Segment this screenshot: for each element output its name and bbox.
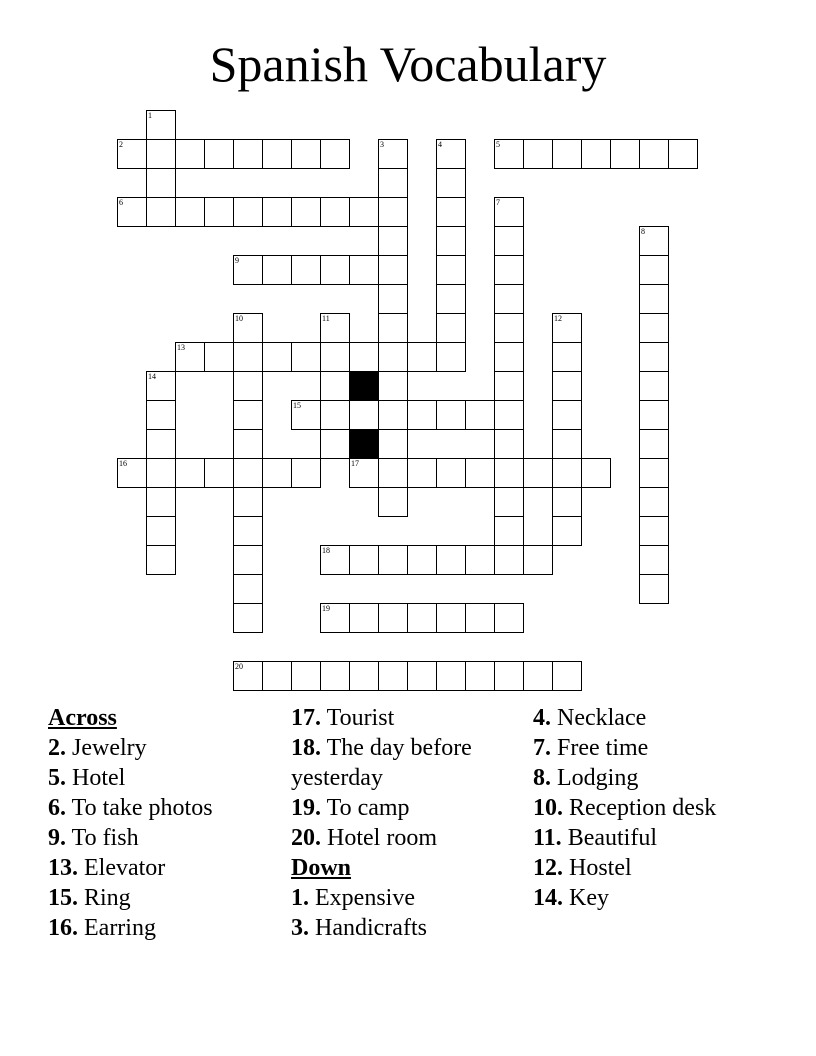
clue-number-label: 15. <box>48 885 78 911</box>
grid-cell[interactable] <box>465 400 495 430</box>
grid-cell[interactable] <box>552 342 582 372</box>
grid-cell[interactable] <box>349 661 379 691</box>
clue-item <box>48 853 278 883</box>
clue-text: To camp <box>326 795 410 821</box>
clue-item <box>533 883 763 913</box>
grid-cell[interactable] <box>378 545 408 575</box>
grid-cell[interactable] <box>146 400 176 430</box>
grid-cell[interactable] <box>639 545 669 575</box>
clue-number-label: 12. <box>533 855 563 881</box>
clue-text: Hotel <box>72 765 126 791</box>
grid-cell[interactable] <box>436 313 466 343</box>
grid-cell[interactable] <box>552 429 582 459</box>
grid-cell[interactable] <box>494 284 524 314</box>
grid-cell[interactable] <box>291 342 321 372</box>
grid-cell[interactable] <box>233 661 263 691</box>
clue-text: Free time <box>557 735 649 761</box>
clue-text: Hostel <box>569 855 632 881</box>
grid-cell[interactable] <box>146 516 176 546</box>
grid-cell[interactable] <box>436 545 466 575</box>
clue-text: Elevator <box>84 855 166 881</box>
grid-cell[interactable] <box>320 371 350 401</box>
grid-cell[interactable] <box>233 574 263 604</box>
clue-text: Reception desk <box>569 795 717 821</box>
grid-cell[interactable] <box>465 458 495 488</box>
grid-cell[interactable] <box>117 458 147 488</box>
clue-number-label: 13. <box>48 855 78 881</box>
clue-text: Necklace <box>557 705 647 731</box>
clue-text: Handicrafts <box>315 915 427 941</box>
grid-cell[interactable] <box>407 342 437 372</box>
clue-item <box>291 703 521 733</box>
grid-cell[interactable] <box>378 139 408 169</box>
grid-cell[interactable] <box>204 342 234 372</box>
clue-item <box>48 823 278 853</box>
clue-item <box>533 703 763 733</box>
grid-cell[interactable] <box>233 342 263 372</box>
grid-cell[interactable] <box>523 661 553 691</box>
grid-cell[interactable] <box>204 458 234 488</box>
grid-cell[interactable] <box>175 197 205 227</box>
grid-cell[interactable] <box>146 458 176 488</box>
clue-text: Hotel room <box>327 825 437 851</box>
grid-cell[interactable] <box>233 429 263 459</box>
grid-cell[interactable] <box>349 342 379 372</box>
grid-cell[interactable] <box>320 342 350 372</box>
grid-cell[interactable] <box>436 400 466 430</box>
clue-number-label: 6. <box>48 795 66 821</box>
clue-number: 12 <box>554 314 562 323</box>
grid-cell[interactable] <box>291 458 321 488</box>
grid-cell[interactable] <box>349 197 379 227</box>
grid-cell[interactable] <box>639 255 669 285</box>
grid-cell[interactable] <box>233 400 263 430</box>
grid-cell[interactable] <box>494 313 524 343</box>
grid-cell[interactable] <box>320 197 350 227</box>
grid-cell[interactable] <box>436 661 466 691</box>
clue-number: 18 <box>322 546 330 555</box>
grid-cell[interactable] <box>262 139 292 169</box>
grid-cell[interactable] <box>233 516 263 546</box>
grid-cell[interactable] <box>320 429 350 459</box>
clue-text: Lodging <box>557 765 639 791</box>
grid-cell[interactable] <box>262 661 292 691</box>
grid-cell[interactable] <box>465 545 495 575</box>
grid-cell[interactable] <box>349 458 379 488</box>
clue-item <box>291 823 521 853</box>
grid-cell[interactable] <box>494 139 524 169</box>
clue-item <box>291 913 521 943</box>
clue-item <box>48 883 278 913</box>
grid-cell[interactable] <box>146 110 176 140</box>
grid-cell[interactable] <box>465 661 495 691</box>
clue-item <box>291 883 521 913</box>
grid-cell[interactable] <box>436 197 466 227</box>
grid-cell[interactable] <box>320 139 350 169</box>
clue-text: Ring <box>84 885 131 911</box>
clue-number-label: 19. <box>291 795 321 821</box>
grid-cell[interactable] <box>523 458 553 488</box>
clue-text: Jewelry <box>72 735 147 761</box>
grid-cell[interactable] <box>436 168 466 198</box>
grid-cell[interactable] <box>204 139 234 169</box>
clue-text: Key <box>569 885 609 911</box>
grid-cell[interactable] <box>146 197 176 227</box>
grid-cell[interactable] <box>494 516 524 546</box>
grid-cell[interactable] <box>291 255 321 285</box>
clue-number-label: 11. <box>533 825 562 851</box>
clues-column-3 <box>533 703 763 913</box>
black-square <box>349 371 379 401</box>
clue-number: 9 <box>235 256 239 265</box>
grid-cell[interactable] <box>494 458 524 488</box>
clue-item <box>533 763 763 793</box>
grid-cell[interactable] <box>378 197 408 227</box>
grid-cell[interactable] <box>494 197 524 227</box>
clue-item <box>533 823 763 853</box>
grid-cell[interactable] <box>494 661 524 691</box>
grid-cell[interactable] <box>639 574 669 604</box>
clue-item <box>48 733 278 763</box>
grid-cell[interactable] <box>233 313 263 343</box>
grid-cell[interactable] <box>407 603 437 633</box>
grid-cell[interactable] <box>436 284 466 314</box>
grid-cell[interactable] <box>233 487 263 517</box>
grid-cell[interactable] <box>204 197 234 227</box>
grid-cell[interactable] <box>581 139 611 169</box>
grid-cell[interactable] <box>494 603 524 633</box>
clue-number: 20 <box>235 662 243 671</box>
grid-cell[interactable] <box>436 342 466 372</box>
grid-cell[interactable] <box>494 545 524 575</box>
grid-cell[interactable] <box>552 371 582 401</box>
grid-cell[interactable] <box>349 255 379 285</box>
grid-cell[interactable] <box>320 661 350 691</box>
grid-cell[interactable] <box>117 197 147 227</box>
clue-item <box>533 853 763 883</box>
clue-text: Expensive <box>315 885 415 911</box>
clue-number-label: 8. <box>533 765 551 791</box>
clue-number-label: 4. <box>533 705 551 731</box>
grid-cell[interactable] <box>639 458 669 488</box>
grid-cell[interactable] <box>233 371 263 401</box>
grid-cell[interactable] <box>494 487 524 517</box>
clue-number: 4 <box>438 140 442 149</box>
clue-number: 7 <box>496 198 500 207</box>
grid-cell[interactable] <box>291 400 321 430</box>
grid-cell[interactable] <box>233 545 263 575</box>
grid-cell[interactable] <box>639 139 669 169</box>
grid-cell[interactable] <box>320 545 350 575</box>
clue-number: 11 <box>322 314 330 323</box>
clue-number: 6 <box>119 198 123 207</box>
grid-cell[interactable] <box>146 487 176 517</box>
grid-cell[interactable] <box>320 255 350 285</box>
grid-cell[interactable] <box>494 371 524 401</box>
clue-number-label: 10. <box>533 795 563 821</box>
grid-cell[interactable] <box>378 284 408 314</box>
grid-cell[interactable] <box>639 400 669 430</box>
grid-cell[interactable] <box>378 342 408 372</box>
clue-number-label: 3. <box>291 915 309 941</box>
grid-cell[interactable] <box>552 458 582 488</box>
clue-number: 8 <box>641 227 645 236</box>
grid-cell[interactable] <box>378 400 408 430</box>
clue-number: 16 <box>119 459 127 468</box>
grid-cell[interactable] <box>494 342 524 372</box>
grid-cell[interactable] <box>378 255 408 285</box>
grid-cell[interactable] <box>407 400 437 430</box>
clue-item <box>48 793 278 823</box>
grid-cell[interactable] <box>639 487 669 517</box>
down-heading: Down <box>291 855 352 881</box>
grid-cell[interactable] <box>494 226 524 256</box>
clue-number: 19 <box>322 604 330 613</box>
grid-cell[interactable] <box>262 255 292 285</box>
grid-cell[interactable] <box>349 400 379 430</box>
clue-number-label: 18. <box>291 735 321 761</box>
clue-number-label: 17. <box>291 705 321 731</box>
clue-text: To take photos <box>71 795 213 821</box>
grid-cell[interactable] <box>349 545 379 575</box>
clue-number-label: 7. <box>533 735 551 761</box>
grid-cell[interactable] <box>378 226 408 256</box>
clue-number-label: 20. <box>291 825 321 851</box>
grid-cell[interactable] <box>552 139 582 169</box>
grid-cell[interactable] <box>146 139 176 169</box>
clue-text: To fish <box>71 825 139 851</box>
grid-cell[interactable] <box>175 139 205 169</box>
grid-cell[interactable] <box>320 313 350 343</box>
grid-cell[interactable] <box>639 371 669 401</box>
clue-item <box>533 733 763 763</box>
grid-cell[interactable] <box>262 197 292 227</box>
clue-number-label: 1. <box>291 885 309 911</box>
grid-cell[interactable] <box>639 226 669 256</box>
across-heading: Across <box>48 705 117 731</box>
grid-cell[interactable] <box>523 139 553 169</box>
grid-cell[interactable] <box>378 429 408 459</box>
grid-cell[interactable] <box>610 139 640 169</box>
clue-item <box>533 793 763 823</box>
grid-cell[interactable] <box>233 255 263 285</box>
grid-cell[interactable] <box>175 342 205 372</box>
grid-cell[interactable] <box>639 342 669 372</box>
grid-cell[interactable] <box>378 661 408 691</box>
grid-cell[interactable] <box>552 516 582 546</box>
grid-cell[interactable] <box>349 603 379 633</box>
grid-cell[interactable] <box>552 487 582 517</box>
grid-cell[interactable] <box>668 139 698 169</box>
grid-cell[interactable] <box>262 342 292 372</box>
clue-number-label: 9. <box>48 825 66 851</box>
grid-cell[interactable] <box>146 168 176 198</box>
grid-cell[interactable] <box>378 313 408 343</box>
clue-number: 14 <box>148 372 156 381</box>
clues-column-1 <box>48 703 278 943</box>
grid-cell[interactable] <box>552 400 582 430</box>
grid-cell[interactable] <box>233 139 263 169</box>
grid-cell[interactable] <box>117 139 147 169</box>
clue-number: 5 <box>496 140 500 149</box>
grid-cell[interactable] <box>291 139 321 169</box>
grid-cell[interactable] <box>436 458 466 488</box>
grid-cell[interactable] <box>175 458 205 488</box>
grid-cell[interactable] <box>378 487 408 517</box>
clue-number-label: 5. <box>48 765 66 791</box>
grid-cell[interactable] <box>233 603 263 633</box>
grid-cell[interactable] <box>407 661 437 691</box>
clue-number: 17 <box>351 459 359 468</box>
grid-cell[interactable] <box>639 284 669 314</box>
puzzle-title: Spanish Vocabulary <box>209 36 607 92</box>
clue-item <box>48 763 278 793</box>
clue-item <box>291 733 521 793</box>
clue-text: Tourist <box>326 705 395 731</box>
grid-cell[interactable] <box>291 197 321 227</box>
clue-item <box>48 913 278 943</box>
grid-cell[interactable] <box>262 458 292 488</box>
clues-column-2 <box>291 703 521 943</box>
grid-cell[interactable] <box>378 371 408 401</box>
grid-cell[interactable] <box>146 429 176 459</box>
grid-cell[interactable] <box>639 313 669 343</box>
clue-number: 3 <box>380 140 384 149</box>
clue-text: The day before yesterday <box>291 735 472 791</box>
grid-cell[interactable] <box>320 603 350 633</box>
grid-cell[interactable] <box>494 255 524 285</box>
grid-cell[interactable] <box>233 197 263 227</box>
clue-number: 10 <box>235 314 243 323</box>
grid-cell[interactable] <box>378 168 408 198</box>
clue-number: 13 <box>177 343 185 352</box>
grid-cell[interactable] <box>291 661 321 691</box>
grid-cell[interactable] <box>320 400 350 430</box>
grid-cell[interactable] <box>407 458 437 488</box>
grid-cell[interactable] <box>639 516 669 546</box>
clue-text: Beautiful <box>567 825 657 851</box>
grid-cell[interactable] <box>378 458 408 488</box>
clue-number-label: 2. <box>48 735 66 761</box>
grid-cell[interactable] <box>465 603 495 633</box>
grid-cell[interactable] <box>494 429 524 459</box>
grid-cell[interactable] <box>523 545 553 575</box>
grid-cell[interactable] <box>436 603 466 633</box>
clue-number-label: 16. <box>48 915 78 941</box>
grid-cell[interactable] <box>552 661 582 691</box>
grid-cell[interactable] <box>407 545 437 575</box>
grid-cell[interactable] <box>436 255 466 285</box>
clue-number-label: 14. <box>533 885 563 911</box>
grid-cell[interactable] <box>378 603 408 633</box>
grid-cell[interactable] <box>436 139 466 169</box>
grid-cell[interactable] <box>639 429 669 459</box>
black-square <box>349 429 379 459</box>
grid-cell[interactable] <box>436 226 466 256</box>
grid-cell[interactable] <box>146 371 176 401</box>
grid-cell[interactable] <box>233 458 263 488</box>
grid-cell[interactable] <box>146 545 176 575</box>
clue-text: Earring <box>84 915 156 941</box>
clue-number: 1 <box>148 111 152 120</box>
clue-number: 2 <box>119 140 123 149</box>
clue-number: 15 <box>293 401 301 410</box>
grid-cell[interactable] <box>581 458 611 488</box>
grid-cell[interactable] <box>494 400 524 430</box>
clue-item <box>291 793 521 823</box>
grid-cell[interactable] <box>552 313 582 343</box>
